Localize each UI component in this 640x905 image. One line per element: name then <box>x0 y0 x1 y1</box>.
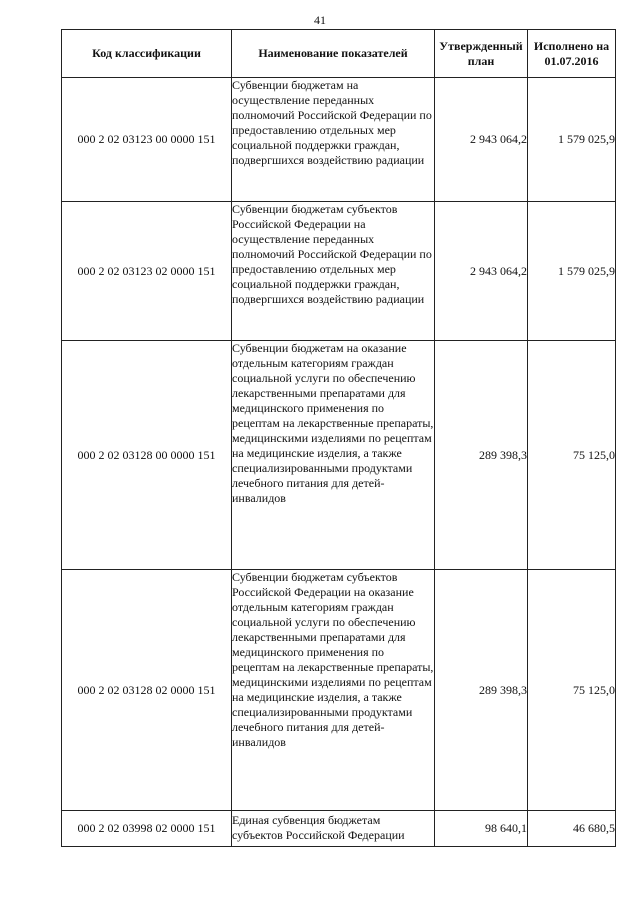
indicator-name: Субвенции бюджетам на осуществление переданных полномочий Российской Федерации по предоставлению отдельных мер социальной поддержки граждан, подвергшихся воздействию радиации <box>232 78 435 202</box>
table-row <box>62 202 616 341</box>
header-plan: Утвержденный план <box>435 30 528 78</box>
approved-plan: 2 943 064,2 <box>435 78 528 202</box>
approved-plan: 98 640,1 <box>435 811 528 847</box>
executed-amount: 1 579 025,9 <box>528 78 616 202</box>
executed-amount: 75 125,0 <box>528 570 616 811</box>
table-row <box>62 811 616 847</box>
classification-code: 000 2 02 03998 02 0000 151 <box>62 811 232 847</box>
page-number: 41 <box>314 13 326 27</box>
table-row <box>62 570 616 811</box>
indicator-name: Субвенции бюджетам на оказание отдельным категориям граждан социальной услуги по обеспечению лекарственными препаратами для медицинского применения по рецептам на лекарственные препараты, медицинскими изделиями по рецептам на медицинские изделия, а также специализированными продуктами лечебного питания для детей-инвалидов <box>232 341 435 570</box>
approved-plan: 2 943 064,2 <box>435 202 528 341</box>
indicator-name: Субвенции бюджетам субъектов Российской Федерации на осуществление переданных полномочий Российской Федерации по предоставлению отдельных мер социальной поддержки граждан, подвергшихся воздействию радиации <box>232 202 435 341</box>
classification-code: 000 2 02 03128 00 0000 151 <box>62 341 232 570</box>
indicator-name: Субвенции бюджетам субъектов Российской Федерации на оказание отдельным категориям граждан социальной услуги по обеспечению лекарственными препаратами для медицинского применения по рецептам на лекарственные препараты, медицинскими изделиями по рецептам на медицинские изделия, а также специализированными продуктами лечебного питания для детей-инвалидов <box>232 570 435 811</box>
executed-amount: 1 579 025,9 <box>528 202 616 341</box>
budget-table <box>61 29 616 847</box>
approved-plan: 289 398,3 <box>435 341 528 570</box>
classification-code: 000 2 02 03128 02 0000 151 <box>62 570 232 811</box>
table-header-row <box>62 30 616 78</box>
classification-code: 000 2 02 03123 00 0000 151 <box>62 78 232 202</box>
table-row <box>62 78 616 202</box>
header-name: Наименование показателей <box>232 30 435 78</box>
header-code: Код классификации <box>62 30 232 78</box>
executed-amount: 75 125,0 <box>528 341 616 570</box>
classification-code: 000 2 02 03123 02 0000 151 <box>62 202 232 341</box>
indicator-name: Единая субвенция бюджетам субъектов Российской Федерации <box>232 811 435 847</box>
header-done: Исполнено на 01.07.2016 <box>528 30 616 78</box>
table-row <box>62 341 616 570</box>
executed-amount: 46 680,5 <box>528 811 616 847</box>
approved-plan: 289 398,3 <box>435 570 528 811</box>
